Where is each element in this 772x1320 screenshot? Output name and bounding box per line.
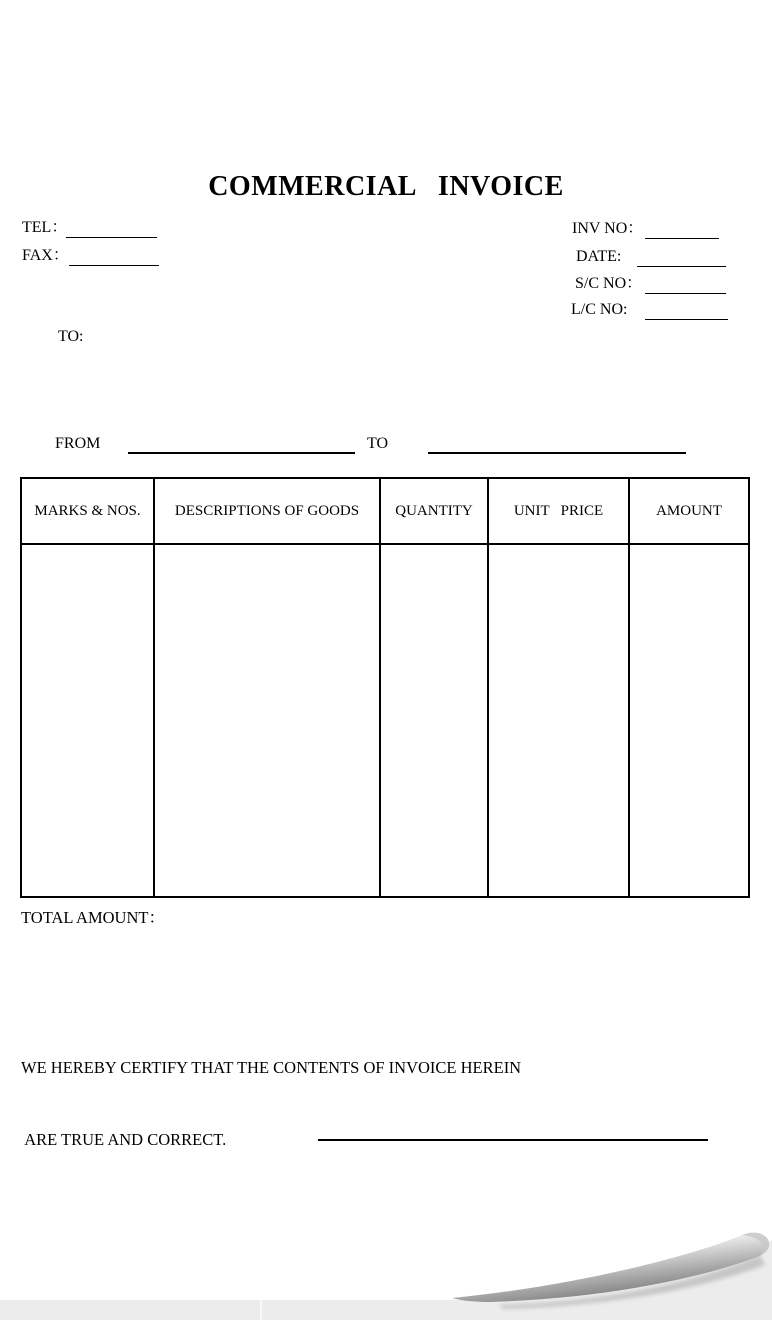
inv-no-label: INV NO： bbox=[572, 220, 644, 237]
page-curl[interactable] bbox=[0, 1225, 772, 1320]
to-label: TO: bbox=[58, 328, 84, 345]
total-amount-label: TOTAL AMOUNT： bbox=[21, 908, 165, 927]
sc-no-label: S/C NO： bbox=[575, 275, 643, 292]
col-header-marks: MARKS & NOS. bbox=[22, 479, 155, 545]
certification-line-1: WE HEREBY CERTIFY THAT THE CONTENTS OF INVOICE HEREIN bbox=[21, 1058, 522, 1077]
to-field[interactable] bbox=[90, 327, 590, 407]
signature-line[interactable] bbox=[318, 1139, 708, 1141]
lc-no-field[interactable] bbox=[645, 319, 728, 320]
body-cell-amount[interactable] bbox=[630, 545, 748, 896]
certification-statement bbox=[21, 1008, 521, 1200]
from-label: FROM bbox=[55, 435, 101, 452]
tel-field[interactable] bbox=[66, 237, 157, 238]
date-field[interactable] bbox=[637, 266, 726, 267]
ship-to-label: TO bbox=[367, 435, 389, 452]
col-header-quantity: QUANTITY bbox=[381, 479, 489, 545]
body-cell-marks[interactable] bbox=[22, 545, 155, 896]
inv-no-field[interactable] bbox=[645, 238, 719, 239]
goods-table bbox=[20, 477, 750, 898]
sc-no-field[interactable] bbox=[645, 293, 726, 294]
col-header-amount: AMOUNT bbox=[630, 479, 748, 545]
footer-bar bbox=[0, 1300, 772, 1320]
tel-label: TEL： bbox=[22, 219, 68, 236]
date-label: DATE: bbox=[576, 248, 622, 265]
ship-to-field[interactable] bbox=[428, 452, 686, 454]
document-title: COMMERCIAL INVOICE bbox=[208, 171, 564, 202]
body-cell-unit-price[interactable] bbox=[489, 545, 630, 896]
certification-line-2: ARE TRUE AND CORRECT. bbox=[21, 1130, 227, 1149]
from-field[interactable] bbox=[128, 452, 355, 454]
fax-label: FAX： bbox=[22, 247, 69, 264]
total-amount-field[interactable] bbox=[165, 904, 565, 924]
footer-bar-divider bbox=[260, 1300, 262, 1320]
lc-no-label: L/C NO: bbox=[571, 301, 628, 318]
body-cell-quantity[interactable] bbox=[381, 545, 489, 896]
fax-field[interactable] bbox=[69, 265, 159, 266]
col-header-unit-price: UNIT PRICE bbox=[489, 479, 630, 545]
body-cell-descriptions[interactable] bbox=[155, 545, 381, 896]
col-header-descriptions: DESCRIPTIONS OF GOODS bbox=[155, 479, 381, 545]
